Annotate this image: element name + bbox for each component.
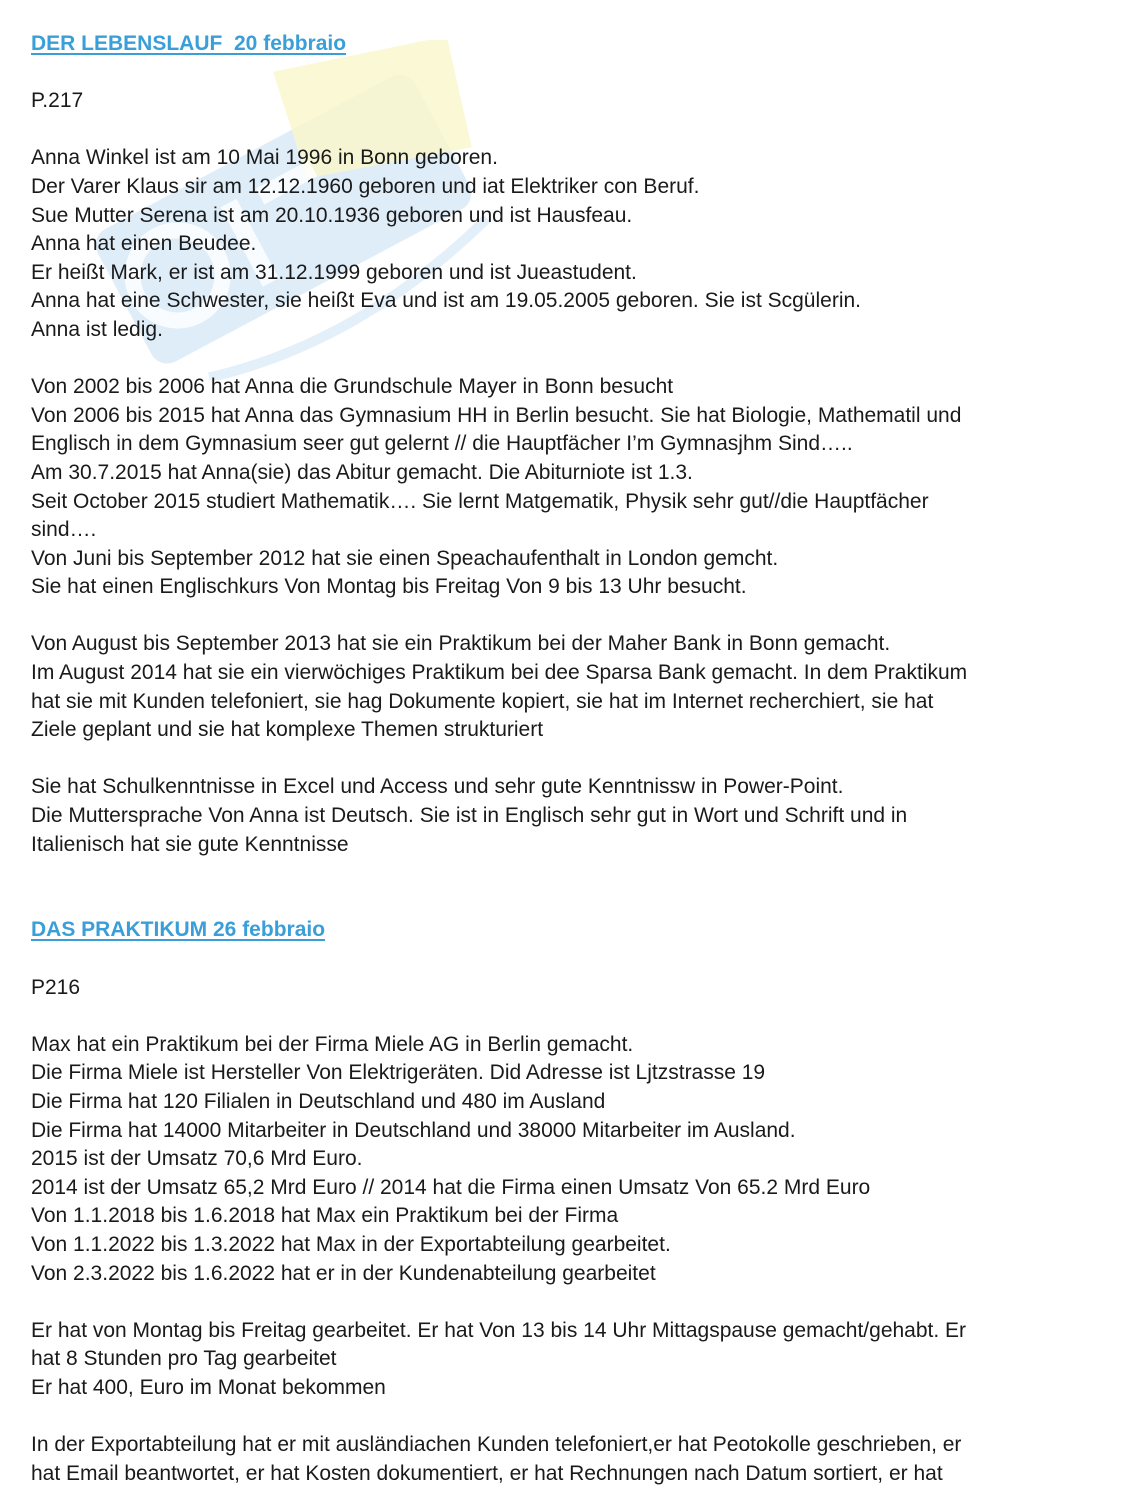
- text-line: In der Exportabteilung hat er mit ausländiachen Kunden telefoniert,er hat Peotokolle geschrieben, er: [31, 1433, 962, 1457]
- text-line: Sie hat einen Englischkurs Von Montag bis Freitag Von 9 bis 13 Uhr besucht.: [31, 575, 747, 599]
- text-line: Englisch in dem Gymnasium seer gut gelernt // die Hauptfächer I’m Gymnasjhm Sind…..: [31, 432, 853, 456]
- text-line: Von 1.1.2022 bis 1.3.2022 hat Max in der Exportabteilung gearbeitet.: [31, 1232, 671, 1256]
- text-line: Von Juni bis September 2012 hat sie einen Speachaufenthalt in London gemcht.: [31, 546, 779, 570]
- text-line: sind….: [31, 518, 97, 542]
- section1-paragraph-1: [31, 144, 1121, 344]
- section2-heading: DAS PRAKTIKUM 26 febbraio: [31, 918, 326, 942]
- text-line: hat 8 Stunden pro Tag gearbeitet: [31, 1347, 337, 1371]
- section1-paragraph-4: [31, 773, 1121, 859]
- text-line: Sie hat Schulkenntnisse in Excel und Access und sehr gute Kenntnissw in Power-Point.: [31, 775, 844, 799]
- text-line: Am 30.7.2015 hat Anna(sie) das Abitur gemacht. Die Abiturniote ist 1.3.: [31, 460, 693, 484]
- text-line: Die Firma hat 14000 Mitarbeiter in Deutschland und 38000 Mitarbeiter im Ausland.: [31, 1118, 796, 1142]
- section2-paragraph-3: [31, 1431, 1121, 1488]
- section2-paragraph-1: [31, 1031, 1121, 1288]
- text-line: Von August bis September 2013 hat sie ein Praktikum bei der Maher Bank in Bonn gemacht.: [31, 632, 891, 656]
- section1-paragraph-3: [31, 630, 1121, 744]
- text-line: Die Firma Miele ist Hersteller Von Elektrigeräten. Did Adresse ist Ljtzstrasse 19: [31, 1061, 766, 1085]
- document-page: [31, 30, 1121, 1488]
- section1-page-ref: P.217: [31, 89, 84, 113]
- text-line: Anna hat einen Beudee.: [31, 232, 257, 256]
- text-line: 2014 ist der Umsatz 65,2 Mrd Euro // 2014 hat die Firma einen Umsatz Von 65.2 Mrd Euro: [31, 1175, 871, 1199]
- section2-paragraph-2: [31, 1317, 1121, 1403]
- text-line: 2015 ist der Umsatz 70,6 Mrd Euro.: [31, 1147, 363, 1171]
- text-line: Er hat von Montag bis Freitag gearbeitet. Er hat Von 13 bis 14 Uhr Mittagspause gemacht/gehabt. Er: [31, 1318, 967, 1342]
- text-line: Von 1.1.2018 bis 1.6.2018 hat Max ein Praktikum bei der Firma: [31, 1204, 619, 1228]
- text-line: Die Firma hat 120 Filialen in Deutschland und 480 im Ausland: [31, 1089, 606, 1113]
- text-line: Ziele geplant und sie hat komplexe Themen strukturiert: [31, 718, 544, 742]
- text-line: hat sie mit Kunden telefoniert, sie hag Dokumente kopiert, sie hat im Internet recherchiert, sie hat: [31, 689, 934, 713]
- text-line: Anna ist ledig.: [31, 317, 163, 341]
- text-line: Er hat 400, Euro im Monat bekommen: [31, 1375, 386, 1399]
- text-line: Der Varer Klaus sir am 12.12.1960 geboren und iat Elektriker con Beruf.: [31, 174, 700, 198]
- section1-heading: DER LEBENSLAUF 20 febbraio: [31, 32, 347, 55]
- text-line: Max hat ein Praktikum bei der Firma Miele AG in Berlin gemacht.: [31, 1032, 634, 1056]
- text-line: Sue Mutter Serena ist am 20.10.1936 geboren und ist Hausfeau.: [31, 203, 633, 227]
- text-line: Die Muttersprache Von Anna ist Deutsch. Sie ist in Englisch sehr gut in Wort und Schrift und in: [31, 804, 908, 828]
- text-line: Seit October 2015 studiert Mathematik…. Sie lernt Matgematik, Physik sehr gut//die Hauptfächer: [31, 489, 929, 513]
- text-line: Von 2.3.2022 bis 1.6.2022 hat er in der Kundenabteilung gearbeitet: [31, 1261, 656, 1285]
- text-line: Von 2006 bis 2015 hat Anna das Gymnasium HH in Berlin besucht. Sie hat Biologie, Mathematil und: [31, 403, 962, 427]
- text-line: Anna hat eine Schwester, sie heißt Eva und ist am 19.05.2005 geboren. Sie ist Scgülerin.: [31, 289, 862, 313]
- text-line: Er heißt Mark, er ist am 31.12.1999 geboren und ist Jueastudent.: [31, 260, 637, 284]
- text-line: hat Email beantwortet, er hat Kosten dokumentiert, er hat Rechnungen nach Datum sortiert, er hat: [31, 1461, 943, 1485]
- section1-paragraph-2: [31, 373, 1121, 602]
- text-line: Im August 2014 hat sie ein vierwöchiges Praktikum bei dee Sparsa Bank gemacht. In dem Praktikum: [31, 661, 968, 685]
- text-line: Anna Winkel ist am 10 Mai 1996 in Bonn geboren.: [31, 146, 498, 170]
- section2-page-ref: P216: [31, 975, 81, 999]
- text-line: Italienisch hat sie gute Kenntnisse: [31, 832, 349, 856]
- text-line: Von 2002 bis 2006 hat Anna die Grundschule Mayer in Bonn besucht: [31, 375, 674, 399]
